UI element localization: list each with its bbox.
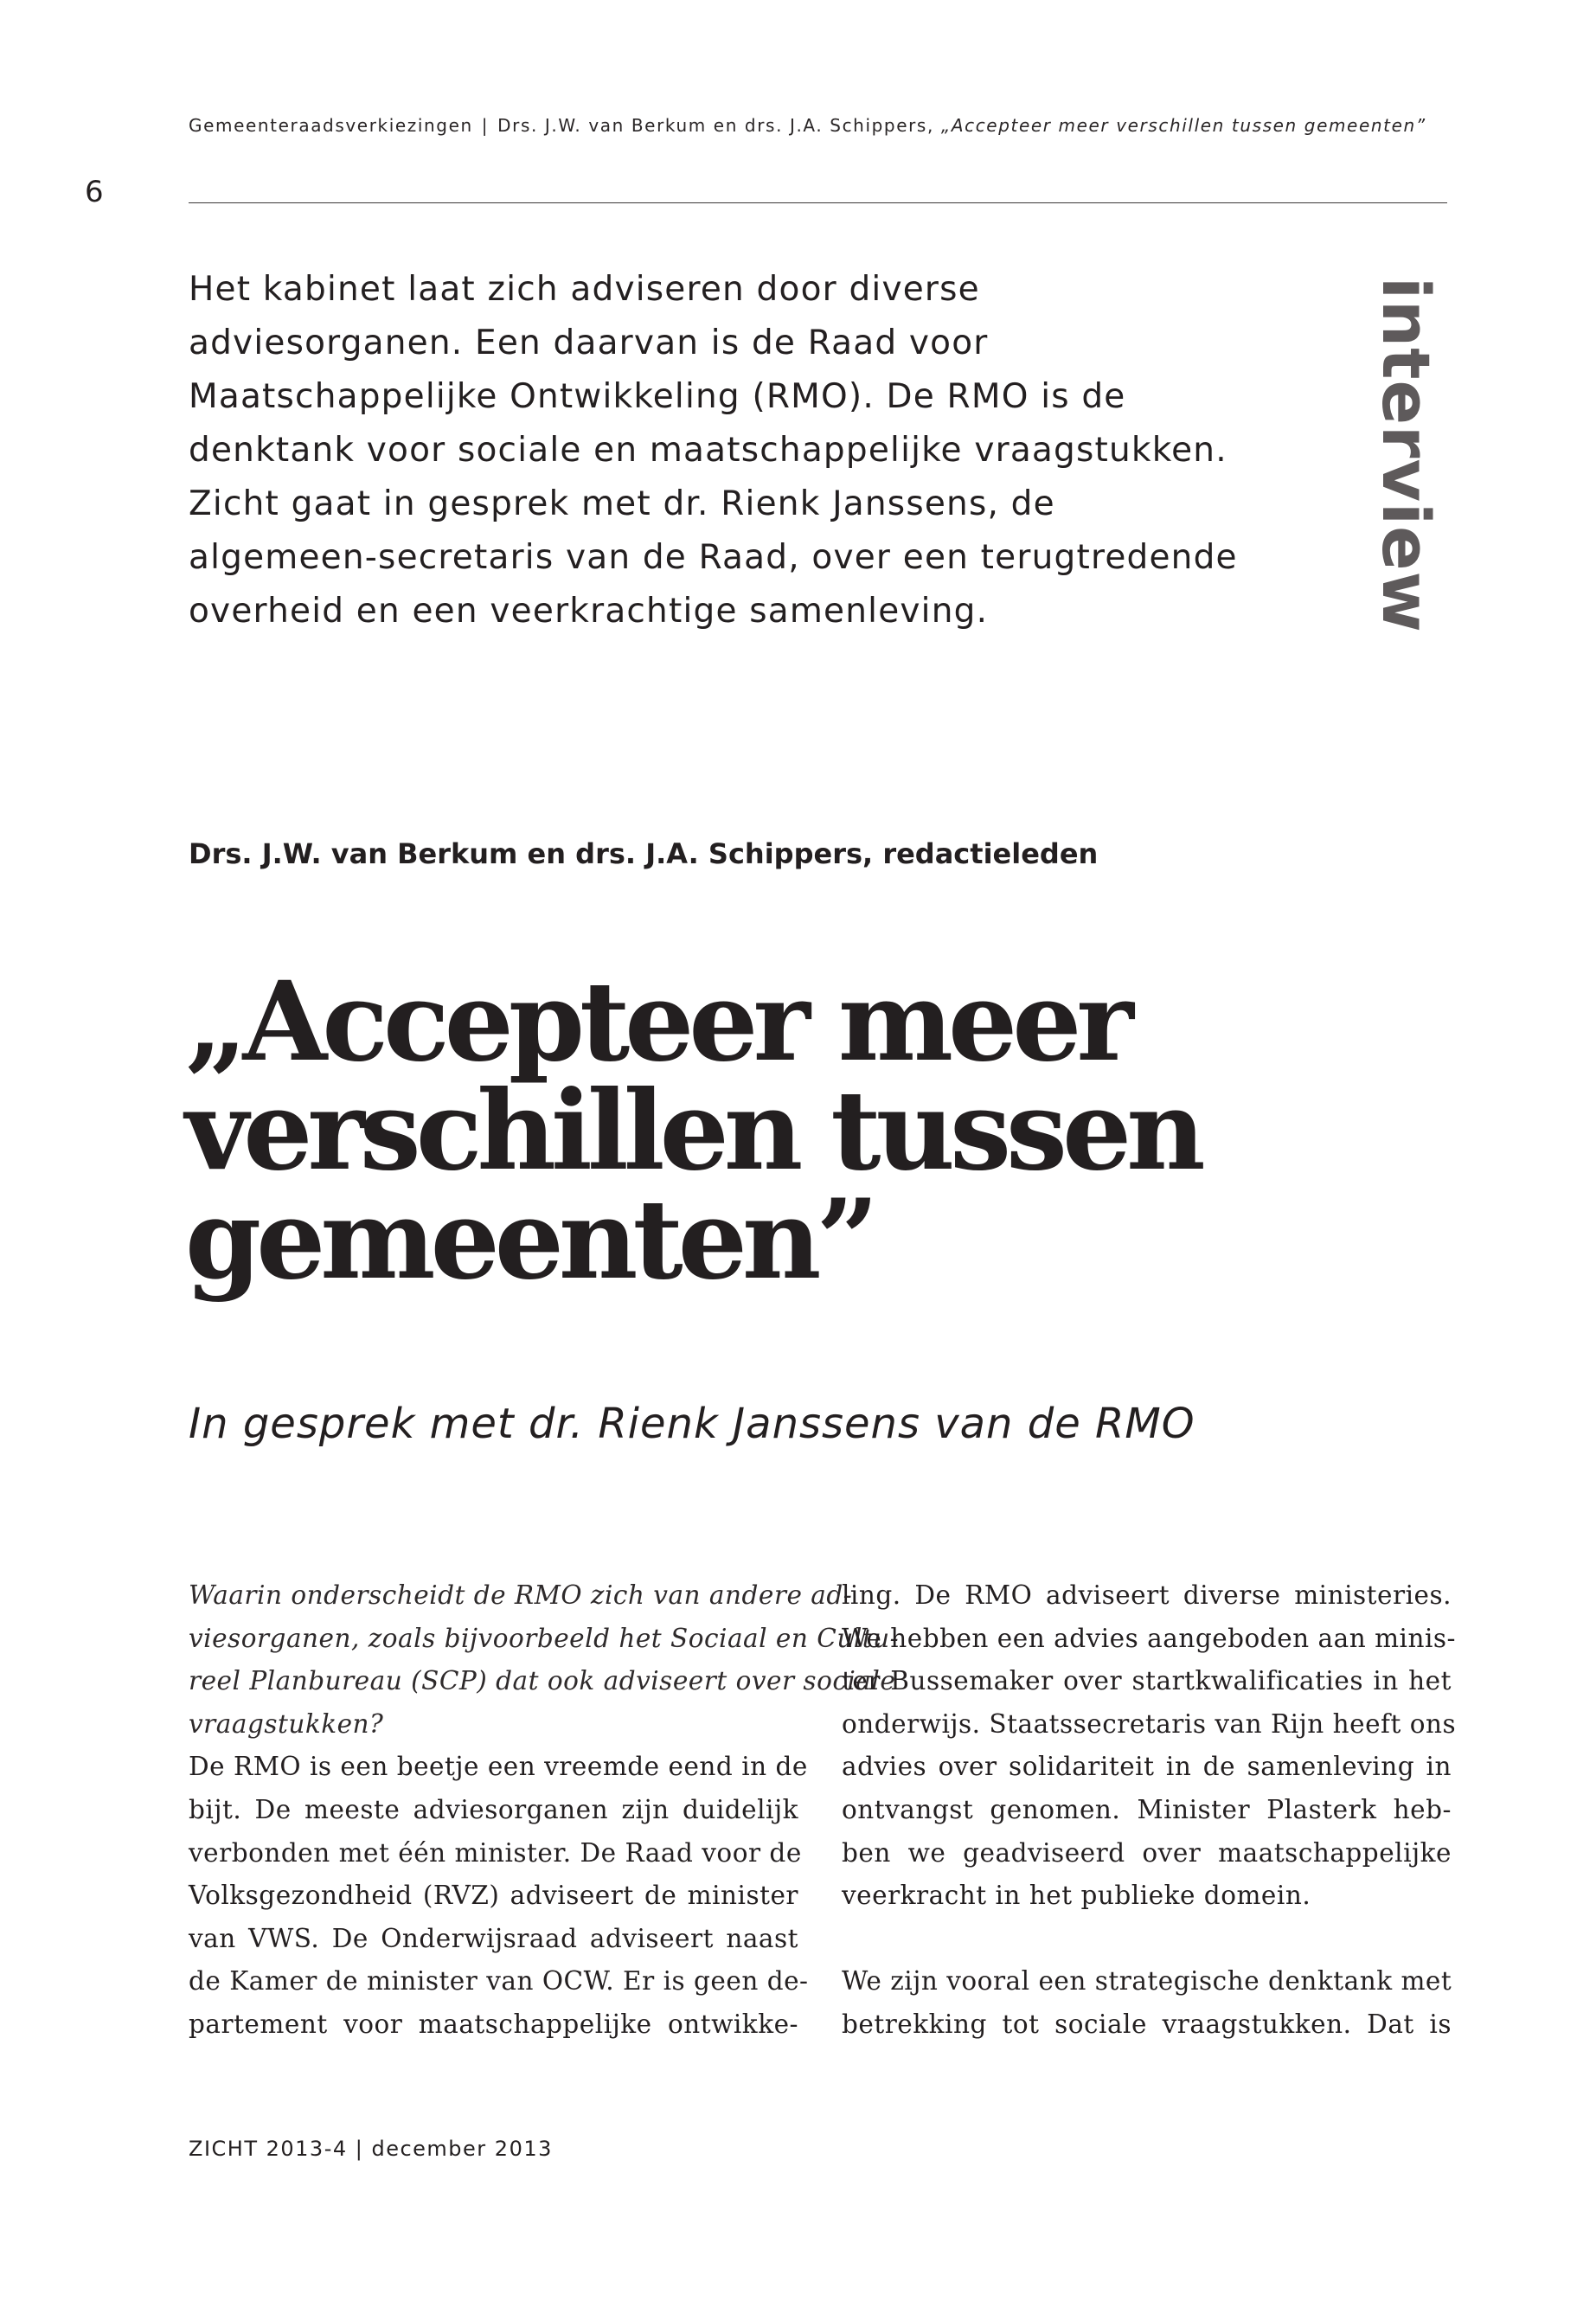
answer-line: van VWS. De Onderwijsraad adviseert naast (189, 1923, 798, 1953)
page-number: 6 (85, 175, 104, 209)
subtitle: In gesprek met dr. Rienk Janssens van de RMO (189, 1400, 1195, 1448)
question-line: viesorganen, zoals bijvoorbeeld het Sociaal en Cultu- (189, 1623, 900, 1653)
byline: Drs. J.W. van Berkum en drs. J.A. Schippers, redactieleden (189, 837, 1099, 870)
answer-line: verbonden met één minister. De Raad voor de (189, 1837, 802, 1868)
answer-line: onderwijs. Staatssecretaris van Rijn heeft ons (842, 1708, 1457, 1739)
intro-line: denktank voor sociale en maatschappelijke vraagstukken. (189, 431, 1227, 470)
answer-line: We hebben een advies aangeboden aan minis- (842, 1623, 1457, 1653)
header-divider (189, 202, 1447, 203)
answer-line: Volksgezondheid (RVZ) adviseert de minister (189, 1881, 798, 1911)
question-line: reel Planbureau (SCP) dat ook adviseert over sociale (189, 1666, 896, 1696)
answer-line: advies over solidariteit in de samenleving in (842, 1752, 1452, 1782)
headline-line: „Accepteer meer (185, 958, 1129, 1086)
intro-line: algemeen-secretaris van de Raad, over een terugtredende (189, 538, 1238, 577)
answer-line: de Kamer de minister van OCW. Er is geen de- (189, 1966, 809, 1997)
body-column-left (189, 1574, 900, 2047)
answer-line: De RMO is een beetje een vreemde eend in de (189, 1752, 808, 1782)
headline-line: gemeenten” (185, 1176, 874, 1304)
headline-line: verschillen tussen (185, 1067, 1201, 1195)
running-header (189, 115, 1443, 136)
question-line: Waarin onderscheidt de RMO zich van andere ad- (189, 1580, 853, 1610)
intro-line: Zicht gaat in gesprek met dr. Rienk Janssens, de (189, 484, 1055, 523)
footer: ZICHT 2013-4 | december 2013 (189, 2137, 553, 2161)
body-column-right (842, 1574, 1457, 2047)
intro-line: Maatschappelijke Ontwikkeling (RMO). De RMO is de (189, 377, 1126, 416)
answer-line: We zijn vooral een strategische denktank met (842, 1966, 1452, 1997)
paragraph-gap (842, 1918, 1452, 1961)
answer-line: veerkracht in het publieke domein. (842, 1881, 1311, 1911)
running-header-article-title: „Accepteer meer verschillen tussen gemeenten” (940, 115, 1426, 136)
headline (185, 958, 1483, 1304)
intro-paragraph (189, 263, 1417, 638)
intro-line: Het kabinet laat zich adviseren door diverse (189, 270, 980, 309)
running-header-publication: Gemeenteraadsverkiezingen (189, 115, 473, 136)
answer-line: ben we geadviseerd over maatschappelijke (842, 1837, 1452, 1868)
intro-line: adviesorganen. Een daarvan is de Raad voor (189, 324, 989, 362)
intro-line: overheid en een veerkrachtige samenleving. (189, 592, 989, 631)
answer-line: bijt. De meeste adviesorganen zijn duidelijk (189, 1794, 798, 1824)
running-header-separator: | (481, 115, 490, 136)
running-header-authors: Drs. J.W. van Berkum en drs. J.A. Schippers, (497, 115, 934, 136)
answer-line: partement voor maatschappelijke ontwikke- (189, 2009, 798, 2039)
answer-line: ter Bussemaker over startkwalificaties in het (842, 1666, 1452, 1696)
answer-line: ontvangst genomen. Minister Plasterk heb- (842, 1794, 1452, 1824)
answer-line: betrekking tot sociale vraagstukken. Dat is (842, 2009, 1452, 2039)
question-line: vraagstukken? (189, 1708, 384, 1739)
section-label: interview (1368, 277, 1445, 633)
answer-line: ling. De RMO adviseert diverse ministeries. (842, 1580, 1452, 1610)
